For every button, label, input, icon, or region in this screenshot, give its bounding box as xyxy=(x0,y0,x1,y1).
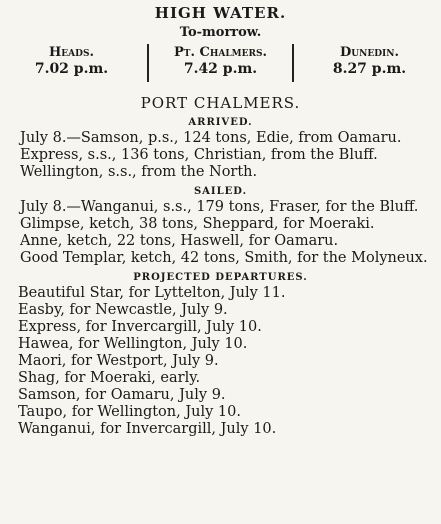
arrived-entry: Express, s.s., 136 tons, Christian, from the Bluff. xyxy=(20,147,378,163)
arrived-entry: Wellington, s.s., from the North. xyxy=(20,164,258,180)
port-title: PORT CHALMERS. xyxy=(140,94,301,112)
departure-entry: Samson, for Oamaru, July 9. xyxy=(18,387,226,403)
tide-dunedin xyxy=(298,44,441,82)
sailed-entry: Good Templar, ketch, 42 tons, Smith, for the Molyneux. xyxy=(20,250,428,266)
sailed-entry: Glimpse, ketch, 38 tons, Sheppard, for Moeraki. xyxy=(20,216,375,232)
departure-entry: Taupo, for Wellington, July 10. xyxy=(18,404,241,420)
tide-heads xyxy=(0,44,143,82)
tide-location: Pt. Chalmers. xyxy=(173,45,267,60)
sailed-heading: SAILED. xyxy=(193,186,248,197)
tide-location: Dunedin. xyxy=(340,45,399,60)
sailed-entry: July 8.—Wanganui, s.s., 179 tons, Fraser, for the Bluff. xyxy=(20,199,419,215)
departure-entry: Wanganui, for Invercargill, July 10. xyxy=(18,421,277,437)
departure-entry: Easby, for Newcastle, July 9. xyxy=(18,302,228,318)
sailed-entry: Anne, ketch, 22 tons, Haswell, for Oamaru. xyxy=(20,233,339,249)
tide-table xyxy=(0,44,441,82)
departure-entry: Hawea, for Wellington, July 10. xyxy=(18,336,248,352)
tide-port-chalmers xyxy=(147,44,294,82)
departures-heading: PROJECTED DEPARTURES. xyxy=(133,272,308,283)
high-water-title: HIGH WATER. xyxy=(154,4,287,22)
tide-time: 7.42 p.m. xyxy=(183,61,258,77)
departure-entry: Express, for Invercargill, July 10. xyxy=(18,319,262,335)
arrived-heading: ARRIVED. xyxy=(188,117,253,128)
tide-location: Heads. xyxy=(49,45,94,60)
departure-entry: Beautiful Star, for Lyttelton, July 11. xyxy=(18,285,286,301)
tide-time: 8.27 p.m. xyxy=(332,61,407,77)
high-water-subtitle: To-morrow. xyxy=(179,25,262,40)
departure-entry: Shag, for Moeraki, early. xyxy=(18,370,201,386)
tide-time: 7.02 p.m. xyxy=(34,61,109,77)
departure-entry: Maori, for Westport, July 9. xyxy=(18,353,219,369)
arrived-entry: July 8.—Samson, p.s., 124 tons, Edie, from Oamaru. xyxy=(20,130,402,146)
